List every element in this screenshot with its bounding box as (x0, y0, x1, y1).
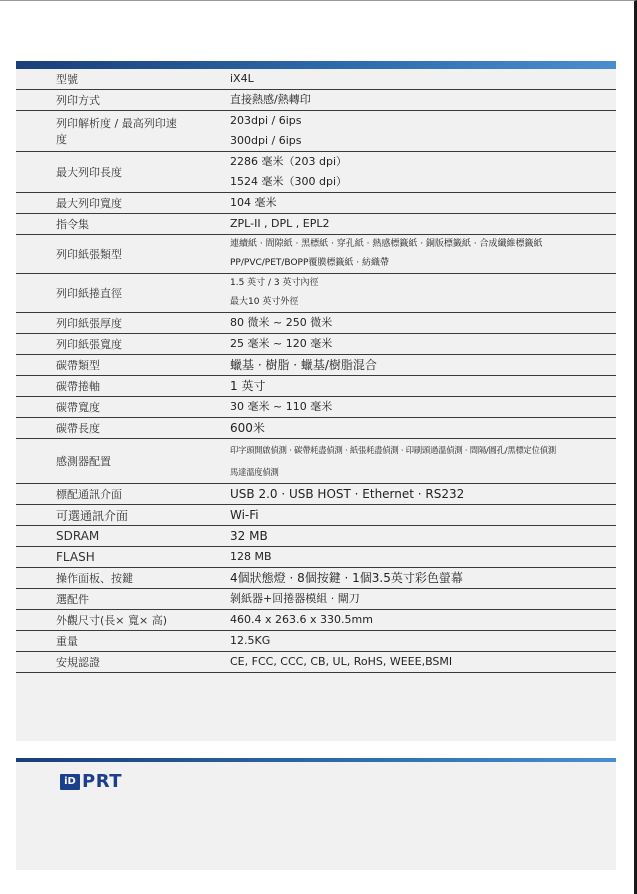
spec-row (16, 439, 616, 484)
spec-label: 碳帶長度 (16, 418, 186, 439)
spec-label: 列印解析度 / 最高列印速度 (16, 111, 186, 152)
spec-row (16, 505, 616, 526)
spec-label: 指令集 (16, 214, 186, 235)
logo-brand-text: PRT (82, 771, 123, 792)
spec-value-line: 80 微米 ~ 250 微米 (230, 316, 333, 329)
spec-row (16, 313, 616, 334)
spec-label: 最大列印寬度 (16, 193, 186, 214)
spec-label: 選配件 (16, 589, 186, 610)
spec-row (16, 69, 616, 90)
spec-sheet (16, 61, 616, 741)
spec-value (186, 152, 616, 193)
spec-value-line: 600米 (230, 421, 265, 435)
spec-row (16, 90, 616, 111)
spec-value-line: 1.5 英寸 / 3 英寸內徑 (230, 278, 319, 288)
spec-row (16, 397, 616, 418)
spec-value (186, 111, 616, 152)
spec-label: 安規認證 (16, 652, 186, 673)
spec-row (16, 547, 616, 568)
spec-value-line: 印字頭開啟偵測 · 碳帶耗盡偵測 · 紙張耗盡偵測 · 印刷頭過溫偵測 · 間隔/圓孔/黑標定位偵測 (230, 445, 556, 455)
footer (16, 758, 616, 870)
spec-label: 碳帶寬度 (16, 397, 186, 418)
spec-value-line: iX4L (230, 72, 254, 85)
spec-row (16, 235, 616, 274)
spec-value-line: 300dpi / 6ips (230, 134, 302, 147)
spec-value (186, 439, 616, 484)
spec-value-line: 128 MB (230, 550, 272, 563)
spec-value-line: 32 MB (230, 529, 268, 543)
spec-value (186, 568, 616, 589)
spec-value (186, 484, 616, 505)
spec-value (186, 69, 616, 90)
spec-label: 可選通訊介面 (16, 505, 186, 526)
spec-label: 列印紙捲直徑 (16, 274, 186, 313)
spec-label: 列印紙張類型 (16, 235, 186, 274)
spec-value (186, 526, 616, 547)
spec-value-line: 12.5KG (230, 634, 271, 647)
brand-logo (60, 771, 122, 792)
spec-label: FLASH (16, 547, 186, 568)
spec-row (16, 152, 616, 193)
spec-row (16, 111, 616, 152)
spec-label: 碳帶類型 (16, 355, 186, 376)
spec-value (186, 652, 616, 673)
spec-label: 標配通訊介面 (16, 484, 186, 505)
spec-value (186, 397, 616, 418)
spec-row (16, 355, 616, 376)
spec-value-line: Wi-Fi (230, 508, 259, 522)
spec-value-line: ZPL-II , DPL , EPL2 (230, 217, 330, 230)
spec-label: 外觀尺寸(長× 寬× 高) (16, 610, 186, 631)
spec-value-line: 最大10 英寸外徑 (230, 297, 299, 307)
spec-row (16, 193, 616, 214)
spec-row (16, 652, 616, 673)
logo-id-mark: iD (60, 774, 80, 790)
spec-value (186, 193, 616, 214)
spec-value-line: 馬達溫度偵測 (230, 467, 279, 477)
spec-table (16, 69, 616, 673)
spec-value-line: 2286 毫米（203 dpi） (230, 155, 348, 168)
spec-value (186, 274, 616, 313)
spec-label: 操作面板、按鍵 (16, 568, 186, 589)
spec-value-line: PP/PVC/PET/BOPP覆膜標籤紙 · 紡織帶 (230, 258, 389, 268)
spec-row (16, 589, 616, 610)
header-accent-bar (16, 61, 616, 69)
spec-row (16, 334, 616, 355)
spec-label: SDRAM (16, 526, 186, 547)
spec-value (186, 355, 616, 376)
spec-label: 列印方式 (16, 90, 186, 111)
spec-value (186, 235, 616, 274)
spec-value-line: 104 毫米 (230, 196, 277, 209)
spec-value (186, 505, 616, 526)
spec-value-line: 30 毫米 ~ 110 毫米 (230, 400, 333, 413)
spec-label: 型號 (16, 69, 186, 90)
spec-row (16, 376, 616, 397)
spec-row (16, 214, 616, 235)
spec-value (186, 90, 616, 111)
spec-value-line: 460.4 x 263.6 x 330.5mm (230, 613, 373, 626)
spec-value (186, 631, 616, 652)
spec-label: 列印紙張厚度 (16, 313, 186, 334)
spec-value-line: 連續紙 · 間隙紙 · 黑標紙 · 穿孔紙 · 熱感標籤紙 · 銅版標籤紙 · 合成纖維標籤紙 (230, 239, 543, 249)
spec-label: 碳帶捲軸 (16, 376, 186, 397)
spec-value-line: 剝紙器+回捲器模組 · 閘刀 (230, 592, 360, 605)
spec-value-line: 直接熱感/熱轉印 (230, 93, 311, 106)
spec-value-line: 蠟基 · 樹脂 · 蠟基/樹脂混合 (230, 358, 377, 372)
spec-value-line: 203dpi / 6ips (230, 114, 302, 127)
spec-value-line: 4個狀態燈 · 8個按鍵 · 1個3.5英寸彩色螢幕 (230, 571, 463, 585)
spec-value-line: 1 英寸 (230, 379, 266, 393)
spec-label: 重量 (16, 631, 186, 652)
spec-value-line: USB 2.0 · USB HOST · Ethernet · RS232 (230, 487, 465, 501)
spec-value (186, 547, 616, 568)
spec-value (186, 376, 616, 397)
spec-value (186, 334, 616, 355)
spec-row (16, 568, 616, 589)
spec-value (186, 418, 616, 439)
spec-table-body (16, 69, 616, 673)
spec-row (16, 610, 616, 631)
spec-value (186, 214, 616, 235)
spec-value-line: 25 毫米 ~ 120 毫米 (230, 337, 333, 350)
spec-row (16, 274, 616, 313)
spec-row (16, 631, 616, 652)
spec-value (186, 589, 616, 610)
spec-label: 列印紙張寬度 (16, 334, 186, 355)
spec-label: 最大列印長度 (16, 152, 186, 193)
spec-label: 感測器配置 (16, 439, 186, 484)
spec-value (186, 610, 616, 631)
footer-accent-bar (16, 758, 616, 762)
spec-value-line: 1524 毫米（300 dpi） (230, 175, 348, 188)
spec-value (186, 313, 616, 334)
spec-row (16, 484, 616, 505)
spec-row (16, 526, 616, 547)
spec-row (16, 418, 616, 439)
spec-value-line: CE, FCC, CCC, CB, UL, RoHS, WEEE,BSMI (230, 655, 453, 668)
